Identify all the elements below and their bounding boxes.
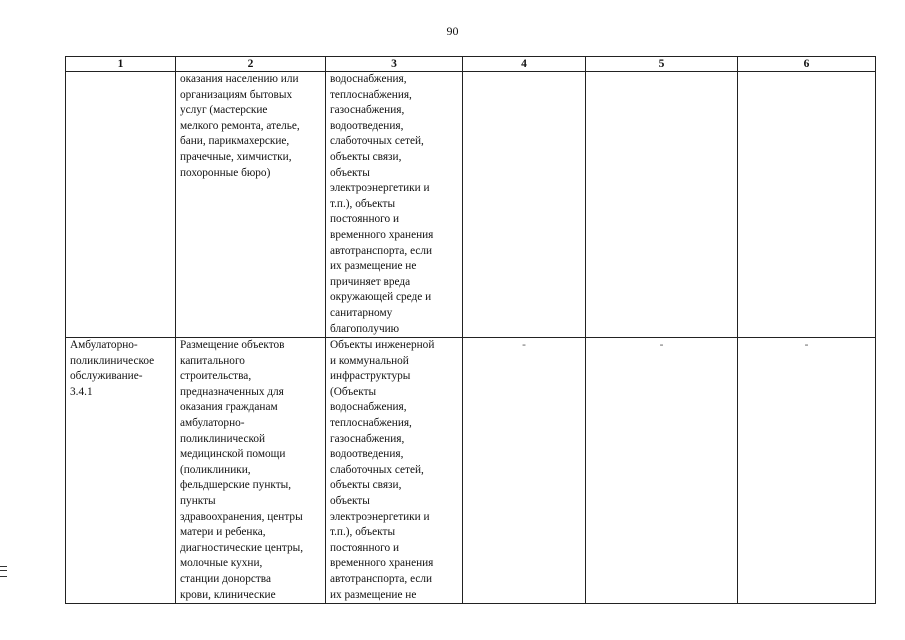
table-cell-col6: - (738, 338, 876, 604)
table-cell-col4: - (463, 338, 586, 604)
table-header-row (66, 57, 876, 72)
table-cell-col4 (463, 72, 586, 338)
table-cell-use-type: Амбулаторно- поликлиническое обслуживание- 3.4.1 (66, 338, 176, 604)
column-header-1: 1 (66, 57, 176, 72)
table-cell-use-type (66, 72, 176, 338)
table-row (66, 338, 876, 604)
table-cell-col5 (586, 72, 738, 338)
land-use-table (65, 56, 876, 604)
page-number: 90 (446, 24, 459, 38)
table-row (66, 72, 876, 338)
column-header-2: 2 (176, 57, 326, 72)
table-cell-permitted-objects: водоснабжения, теплоснабжения, газоснабжения, водоотведения, слаботочных сетей, объекты связи, объекты электроэнергетики и т.п.), объекты постоянного и временного хранения автотранспорта, если их размещение не причиняет вреда окружающей среде и санитарному благополучию (326, 72, 463, 338)
column-header-4: 4 (463, 57, 586, 72)
column-header-5: 5 (586, 57, 738, 72)
table-cell-col5: - (586, 338, 738, 604)
table-cell-description: оказания населению или организациям бытовых услуг (мастерские мелкого ремонта, ателье, бани, парикмахерские, прачечные, химчистки, похоронные бюро) (176, 72, 326, 338)
table-cell-description: Размещение объектов капитального строительства, предназначенных для оказания гражданам амбулаторно- поликлинической медицинской помощи (поликлиники, фельдшерские пункты, пункты здравоохранения, центры матери и ребенка, диагностические центры, молочные кухни, станции донорства крови, клинические (176, 338, 326, 604)
table-cell-col6 (738, 72, 876, 338)
column-header-6: 6 (738, 57, 876, 72)
scan-margin-mark (0, 566, 7, 577)
column-header-3: 3 (326, 57, 463, 72)
table-cell-permitted-objects: Объекты инженерной и коммунальной инфраструктуры (Объекты водоснабжения, теплоснабжения, газоснабжения, водоотведения, слаботочных сетей, объекты связи, объекты электроэнергетики и т.п.), объекты постоянного и временного хранения автотранспорта, если их размещение не (326, 338, 463, 604)
